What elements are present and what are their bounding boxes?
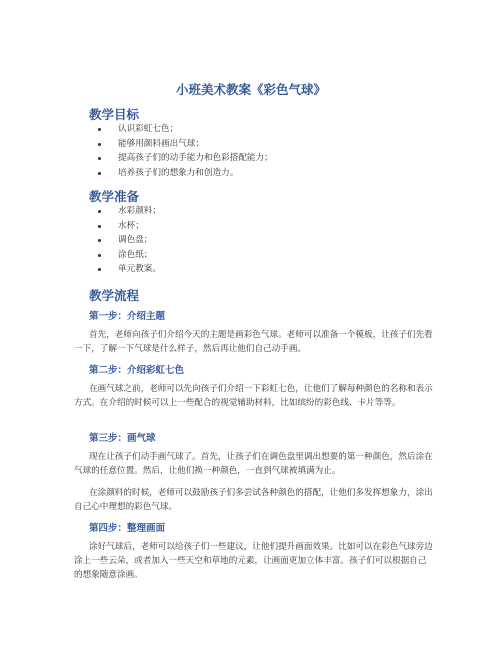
list-item [0,122,273,137]
list-item [0,233,161,248]
bullet-icon [98,239,101,242]
bullet-icon [98,225,101,228]
step-3-paragraph-1: 现在让孩子们动手画气球了。首先，让孩子们在调色盘里调出想要的第一种颜色，然后涂在气球的任意位置。然后，让他们换一种颜色，一直到气球被填满为止。 [74,452,433,476]
step-heading-4: 第四步：整理画面 [89,523,166,534]
step-1-paragraph: 首先，老师向孩子们介绍今天的主题是画彩色气球。老师可以准备一个模板，让孩子们先看一下，了解一下气球是什么样子，然后再让他们自己动手画。 [74,330,433,354]
step-2-paragraph: 在画气球之前，老师可以先向孩子们介绍一下彩虹七色，让他们了解每种颜色的名称和表示方式。在介绍的时候可以上一些配合的视觉辅助材料，比如缤纷的彩色线、卡片等等。 [74,384,433,408]
list-item-text: 水杯； [118,220,144,231]
section-heading-process: 教学流程 [89,288,140,303]
list-item [0,262,161,277]
bullet-icon [98,128,101,131]
list-item [0,166,273,181]
bullet-icon [98,143,101,146]
list-item-text: 能够用颜料画出气球； [118,138,204,149]
list-item-text: 涂色纸； [118,249,153,260]
step-4-paragraph: 涂好气球后，老师可以给孩子们一些建议，让他们提升画面效果。比如可以在彩色气球旁边涂上一些云朵，或者加入一些天空和草地的元素，让画面更加立体丰富。孩子们可以根据自己的想象随意涂画。 [74,542,433,580]
list-item-text: 水彩颜料； [118,206,161,216]
list-item [0,219,161,234]
step-heading-1: 第一步：介绍主题 [89,311,166,322]
list-item [0,204,161,219]
step-heading-2: 第二步：介绍彩虹七色 [89,365,185,376]
list-item-text: 提高孩子们的动手能力和色彩搭配能力； [118,153,273,163]
bullet-icon [98,210,101,213]
bullet-icon [98,157,101,160]
document-title: 小班美术教案《彩色气球》 [175,82,326,97]
step-3-paragraph-2: 在涂颜料的时候，老师可以鼓励孩子们多尝试各种颜色的搭配，让他们多发挥想象力，涂出自己心中理想的彩色气球。 [74,488,433,512]
list-item [0,151,273,166]
list-item-text: 调色盘； [118,235,153,245]
bullet-icon [98,254,101,257]
section-heading-goals: 教学目标 [89,107,140,122]
list-item-text: 认识彩虹七色； [118,124,179,134]
bullet-icon [98,172,101,175]
goals-list [0,122,273,180]
list-item [0,137,273,152]
section-heading-prep: 教学准备 [89,189,140,204]
bullet-icon [98,268,101,271]
step-heading-3: 第三步：画气球 [89,433,156,444]
prep-list [0,204,161,277]
list-item-text: 培养孩子们的想象力和创造力。 [118,167,239,178]
list-item [0,248,161,263]
list-item-text: 单元教案。 [118,264,161,274]
